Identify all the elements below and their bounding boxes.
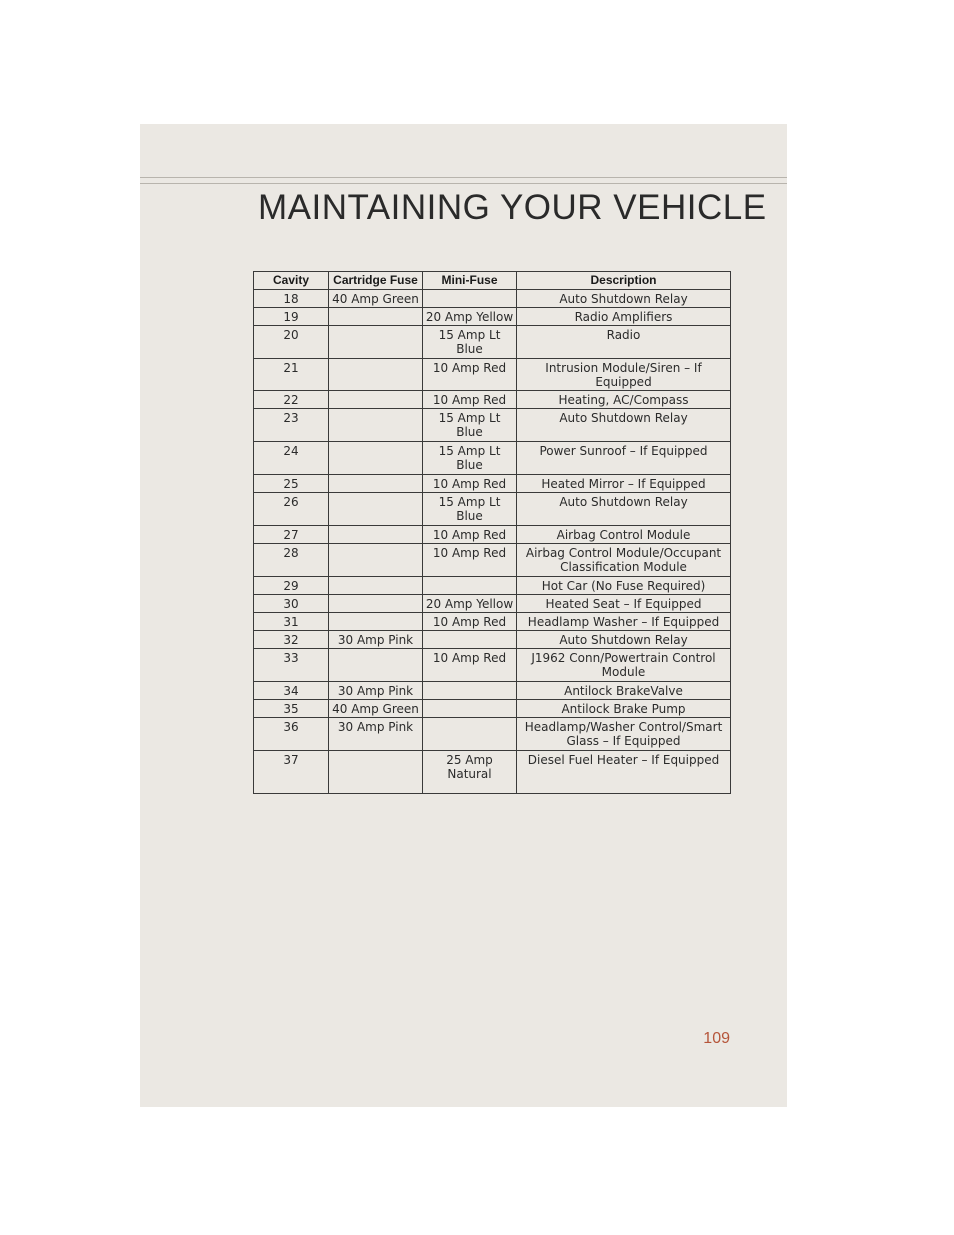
cavity-cell: 37	[254, 751, 329, 794]
description-cell: Auto Shutdown Relay	[517, 290, 731, 308]
table-row	[254, 700, 731, 718]
cartridge-fuse-cell: 40 Amp Green	[329, 290, 423, 308]
mini-fuse-cell: 10 Amp Red	[423, 526, 517, 544]
cavity-cell: 18	[254, 290, 329, 308]
table-row	[254, 631, 731, 649]
table-row	[254, 442, 731, 475]
mini-fuse-cell: 10 Amp Red	[423, 359, 517, 391]
header-rule-bottom	[140, 183, 787, 184]
mini-fuse-cell	[423, 682, 517, 700]
table-row	[254, 391, 731, 409]
description-cell: Diesel Fuel Heater – If Equipped	[517, 751, 731, 794]
description-cell: Airbag Control Module/Occupant Classification Module	[517, 544, 731, 577]
cartridge-fuse-cell	[329, 391, 423, 409]
table-row	[254, 544, 731, 577]
table-row	[254, 359, 731, 391]
cartridge-fuse-cell	[329, 493, 423, 526]
cartridge-fuse-cell	[329, 308, 423, 326]
table-row	[254, 290, 731, 308]
table-row	[254, 718, 731, 751]
cavity-cell: 30	[254, 595, 329, 613]
page-title: MAINTAINING YOUR VEHICLE	[258, 188, 767, 227]
mini-fuse-cell: 10 Amp Red	[423, 649, 517, 682]
mini-fuse-cell	[423, 290, 517, 308]
cavity-cell: 19	[254, 308, 329, 326]
table-row	[254, 326, 731, 359]
cavity-cell: 28	[254, 544, 329, 577]
page-number: 109	[703, 1030, 730, 1047]
mini-fuse-cell: 10 Amp Red	[423, 391, 517, 409]
mini-fuse-cell: 20 Amp Yellow	[423, 595, 517, 613]
fuse-table-body	[254, 290, 731, 794]
cavity-cell: 33	[254, 649, 329, 682]
cartridge-fuse-cell	[329, 544, 423, 577]
table-row	[254, 595, 731, 613]
cavity-cell: 36	[254, 718, 329, 751]
mini-fuse-cell	[423, 577, 517, 595]
mini-fuse-cell	[423, 631, 517, 649]
table-row	[254, 682, 731, 700]
mini-fuse-cell: 10 Amp Red	[423, 475, 517, 493]
description-cell: Radio Amplifiers	[517, 308, 731, 326]
cartridge-fuse-cell: 30 Amp Pink	[329, 631, 423, 649]
cartridge-fuse-cell	[329, 577, 423, 595]
cavity-cell: 25	[254, 475, 329, 493]
description-cell: Heating, AC/Compass	[517, 391, 731, 409]
description-cell: Airbag Control Module	[517, 526, 731, 544]
cartridge-fuse-cell	[329, 526, 423, 544]
description-cell: Auto Shutdown Relay	[517, 631, 731, 649]
cavity-cell: 20	[254, 326, 329, 359]
column-header-description: Description	[517, 272, 731, 290]
cartridge-fuse-cell	[329, 613, 423, 631]
cartridge-fuse-cell	[329, 475, 423, 493]
description-cell: Antilock Brake Pump	[517, 700, 731, 718]
mini-fuse-cell: 15 Amp Lt Blue	[423, 442, 517, 475]
description-cell: Power Sunroof – If Equipped	[517, 442, 731, 475]
description-cell: Antilock BrakeValve	[517, 682, 731, 700]
description-cell: Auto Shutdown Relay	[517, 493, 731, 526]
mini-fuse-cell: 15 Amp Lt Blue	[423, 493, 517, 526]
table-row	[254, 475, 731, 493]
cavity-cell: 32	[254, 631, 329, 649]
column-header-mini-fuse: Mini-Fuse	[423, 272, 517, 290]
cartridge-fuse-cell	[329, 751, 423, 794]
fuse-table	[253, 271, 731, 794]
table-row	[254, 751, 731, 794]
cartridge-fuse-cell	[329, 409, 423, 442]
mini-fuse-cell: 25 Amp Natural	[423, 751, 517, 794]
table-row	[254, 577, 731, 595]
cavity-cell: 31	[254, 613, 329, 631]
mini-fuse-cell: 10 Amp Red	[423, 544, 517, 577]
description-cell: Heated Mirror – If Equipped	[517, 475, 731, 493]
cavity-cell: 34	[254, 682, 329, 700]
mini-fuse-cell: 15 Amp Lt Blue	[423, 409, 517, 442]
cartridge-fuse-cell	[329, 442, 423, 475]
column-header-cartridge-fuse: Cartridge Fuse	[329, 272, 423, 290]
description-cell: Headlamp/Washer Control/Smart Glass – If Equipped	[517, 718, 731, 751]
description-cell: Headlamp Washer – If Equipped	[517, 613, 731, 631]
cartridge-fuse-cell: 40 Amp Green	[329, 700, 423, 718]
table-row	[254, 526, 731, 544]
mini-fuse-cell: 10 Amp Red	[423, 613, 517, 631]
mini-fuse-cell: 20 Amp Yellow	[423, 308, 517, 326]
cartridge-fuse-cell: 30 Amp Pink	[329, 682, 423, 700]
header-rule-top	[140, 177, 787, 178]
cavity-cell: 21	[254, 359, 329, 391]
cartridge-fuse-cell	[329, 595, 423, 613]
cavity-cell: 22	[254, 391, 329, 409]
description-cell: J1962 Conn/Powertrain Control Module	[517, 649, 731, 682]
column-header-cavity: Cavity	[254, 272, 329, 290]
description-cell: Intrusion Module/Siren – If Equipped	[517, 359, 731, 391]
cartridge-fuse-cell: 30 Amp Pink	[329, 718, 423, 751]
table-row	[254, 649, 731, 682]
table-row	[254, 308, 731, 326]
cavity-cell: 27	[254, 526, 329, 544]
cavity-cell: 29	[254, 577, 329, 595]
mini-fuse-cell: 15 Amp Lt Blue	[423, 326, 517, 359]
description-cell: Radio	[517, 326, 731, 359]
cartridge-fuse-cell	[329, 326, 423, 359]
mini-fuse-cell	[423, 700, 517, 718]
cartridge-fuse-cell	[329, 359, 423, 391]
cartridge-fuse-cell	[329, 649, 423, 682]
table-row	[254, 409, 731, 442]
cavity-cell: 24	[254, 442, 329, 475]
table-header-row	[254, 272, 731, 290]
description-cell: Auto Shutdown Relay	[517, 409, 731, 442]
table-row	[254, 613, 731, 631]
description-cell: Hot Car (No Fuse Required)	[517, 577, 731, 595]
cavity-cell: 35	[254, 700, 329, 718]
cavity-cell: 23	[254, 409, 329, 442]
table-row	[254, 493, 731, 526]
description-cell: Heated Seat – If Equipped	[517, 595, 731, 613]
mini-fuse-cell	[423, 718, 517, 751]
cavity-cell: 26	[254, 493, 329, 526]
